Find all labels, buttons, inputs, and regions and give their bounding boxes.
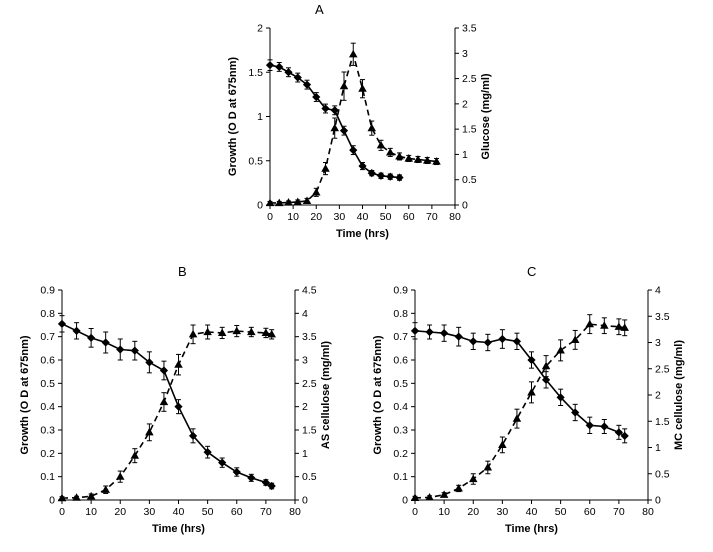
- svg-text:AS cellulose (mg/ml): AS cellulose (mg/ml): [320, 340, 332, 450]
- svg-text:1.5: 1.5: [248, 66, 263, 79]
- svg-text:Time (hrs): Time (hrs): [336, 228, 389, 240]
- svg-text:1: 1: [462, 148, 468, 161]
- svg-text:0.2: 0.2: [393, 447, 408, 460]
- svg-text:0: 0: [59, 506, 65, 518]
- svg-text:70: 70: [426, 211, 438, 223]
- svg-text:0.6: 0.6: [393, 354, 408, 367]
- svg-text:Glucose (mg/ml): Glucose (mg/ml): [480, 73, 492, 160]
- svg-text:0.5: 0.5: [462, 174, 477, 187]
- panel-a: [210, 0, 510, 250]
- svg-text:0: 0: [267, 211, 273, 223]
- svg-text:80: 80: [289, 506, 301, 518]
- svg-text:3: 3: [462, 47, 468, 60]
- svg-text:3.5: 3.5: [302, 331, 317, 344]
- svg-text:0.6: 0.6: [40, 354, 55, 367]
- svg-text:30: 30: [333, 211, 346, 223]
- svg-text:1: 1: [302, 447, 308, 460]
- svg-text:80: 80: [449, 211, 461, 223]
- svg-text:0.3: 0.3: [393, 424, 408, 437]
- svg-text:0.5: 0.5: [248, 155, 263, 168]
- svg-text:0.4: 0.4: [40, 401, 55, 414]
- svg-text:60: 60: [402, 211, 415, 223]
- svg-text:10: 10: [287, 211, 299, 223]
- svg-text:0.7: 0.7: [40, 331, 55, 344]
- svg-text:30: 30: [143, 506, 156, 518]
- svg-text:1.5: 1.5: [462, 123, 477, 136]
- svg-text:40: 40: [525, 506, 538, 518]
- svg-text:2.5: 2.5: [655, 363, 670, 376]
- svg-text:0.7: 0.7: [393, 331, 408, 344]
- svg-text:0: 0: [302, 494, 308, 507]
- svg-text:3.5: 3.5: [655, 310, 670, 323]
- svg-text:Time (hrs): Time (hrs): [505, 523, 558, 535]
- svg-text:2.5: 2.5: [302, 377, 317, 390]
- svg-text:0.3: 0.3: [40, 424, 55, 437]
- svg-text:Growth (O D at 675nm): Growth (O D at 675nm): [19, 335, 31, 455]
- svg-text:3.5: 3.5: [462, 22, 477, 35]
- svg-text:0: 0: [462, 199, 468, 212]
- svg-text:60: 60: [230, 506, 243, 518]
- svg-text:0.5: 0.5: [40, 377, 55, 390]
- svg-text:0.8: 0.8: [40, 307, 55, 320]
- panel-a-label: A: [315, 2, 324, 17]
- svg-text:40: 40: [356, 211, 369, 223]
- svg-text:0: 0: [655, 494, 661, 507]
- panel-b-plot: [0, 262, 356, 552]
- svg-text:1: 1: [655, 442, 661, 454]
- svg-text:20: 20: [114, 506, 127, 518]
- svg-text:70: 70: [613, 506, 625, 518]
- svg-text:0.9: 0.9: [40, 284, 55, 297]
- svg-text:0.1: 0.1: [40, 471, 55, 484]
- svg-text:3: 3: [302, 354, 308, 367]
- panel-c-plot: [357, 262, 713, 552]
- svg-text:60: 60: [583, 506, 596, 518]
- svg-text:Growth (O D at 675nm): Growth (O D at 675nm): [372, 335, 384, 455]
- svg-text:1: 1: [257, 111, 263, 123]
- panel-b-label: B: [178, 264, 187, 279]
- svg-text:40: 40: [172, 506, 185, 518]
- svg-text:20: 20: [310, 211, 323, 223]
- svg-text:2: 2: [257, 22, 263, 35]
- svg-text:2: 2: [462, 98, 468, 111]
- svg-text:3: 3: [655, 337, 661, 349]
- svg-text:4: 4: [655, 284, 661, 297]
- svg-text:2: 2: [302, 401, 308, 414]
- svg-text:30: 30: [496, 506, 509, 518]
- svg-text:2: 2: [655, 389, 661, 402]
- svg-text:50: 50: [201, 506, 214, 518]
- svg-text:0: 0: [402, 494, 408, 507]
- svg-text:0: 0: [49, 494, 55, 507]
- svg-text:50: 50: [379, 211, 392, 223]
- svg-text:0.5: 0.5: [302, 471, 317, 484]
- svg-text:0.9: 0.9: [393, 284, 408, 297]
- svg-text:4.5: 4.5: [302, 284, 317, 297]
- svg-text:1.5: 1.5: [655, 415, 670, 428]
- panel-c-label: C: [527, 264, 537, 279]
- svg-text:2.5: 2.5: [462, 73, 477, 86]
- svg-text:0: 0: [257, 199, 263, 212]
- panel-b: [0, 262, 356, 552]
- svg-text:0.2: 0.2: [40, 447, 55, 460]
- svg-text:MC cellulose (mg/ml): MC cellulose (mg/ml): [673, 339, 685, 451]
- svg-text:0.5: 0.5: [655, 468, 670, 481]
- svg-text:0: 0: [412, 506, 418, 518]
- svg-text:4: 4: [302, 307, 308, 320]
- svg-text:50: 50: [554, 506, 567, 518]
- svg-text:10: 10: [438, 506, 450, 518]
- svg-text:0.4: 0.4: [393, 401, 408, 414]
- panel-c: [357, 262, 713, 552]
- svg-text:10: 10: [85, 506, 97, 518]
- svg-text:20: 20: [467, 506, 480, 518]
- svg-text:0.1: 0.1: [393, 471, 408, 484]
- panel-a-plot: [210, 0, 510, 250]
- svg-text:80: 80: [642, 506, 654, 518]
- svg-text:70: 70: [260, 506, 272, 518]
- svg-text:0.8: 0.8: [393, 307, 408, 320]
- svg-text:0.5: 0.5: [393, 377, 408, 390]
- svg-text:Growth (O D at 675nm): Growth (O D at 675nm): [227, 56, 239, 177]
- svg-text:Time (hrs): Time (hrs): [152, 523, 205, 535]
- svg-text:1.5: 1.5: [302, 424, 317, 437]
